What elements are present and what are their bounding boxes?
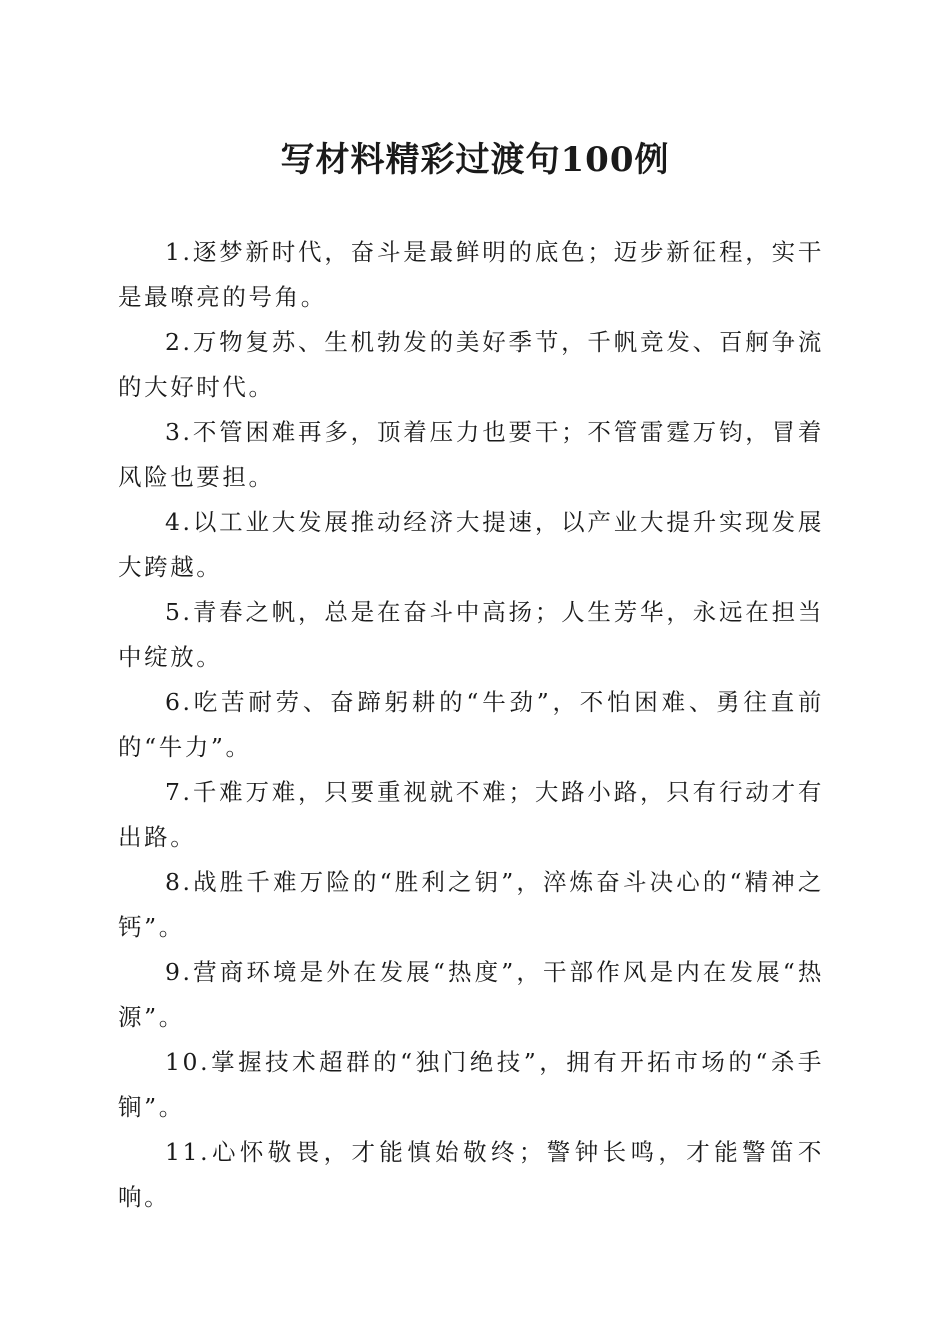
paragraph-8: 8.战胜千难万险的“胜利之钥”，淬炼奋斗决心的“精神之钙”。 <box>118 868 824 941</box>
paragraph-7: 7.千难万难，只要重视就不难；大路小路，只有行动才有出路。 <box>118 778 824 851</box>
paragraph-4: 4.以工业大发展推动经济大提速，以产业大提升实现发展大跨越。 <box>118 508 824 581</box>
paragraph-6: 6.吃苦耐劳、奋蹄躬耕的“牛劲”，不怕困难、勇往直前的“牛力”。 <box>118 688 824 761</box>
document-body <box>118 230 824 1220</box>
paragraph-5: 5.青春之帆，总是在奋斗中高扬；人生芳华，永远在担当中绽放。 <box>118 598 824 671</box>
paragraph-9: 9.营商环境是外在发展“热度”，干部作风是内在发展“热源”。 <box>118 958 824 1031</box>
document-title: 写材料精彩过渡句100例 <box>280 140 670 180</box>
paragraph-10: 10.掌握技术超群的“独门绝技”，拥有开拓市场的“杀手锏”。 <box>118 1048 824 1121</box>
paragraph-11: 11.心怀敬畏，才能慎始敬终；警钟长鸣，才能警笛不响。 <box>118 1138 824 1211</box>
paragraph-3: 3.不管困难再多，顶着压力也要干；不管雷霆万钧，冒着风险也要担。 <box>118 418 824 491</box>
paragraph-2: 2.万物复苏、生机勃发的美好季节，千帆竞发、百舸争流的大好时代。 <box>118 328 824 401</box>
paragraph-1: 1.逐梦新时代，奋斗是最鲜明的底色；迈步新征程，实干是最嘹亮的号角。 <box>118 238 824 311</box>
